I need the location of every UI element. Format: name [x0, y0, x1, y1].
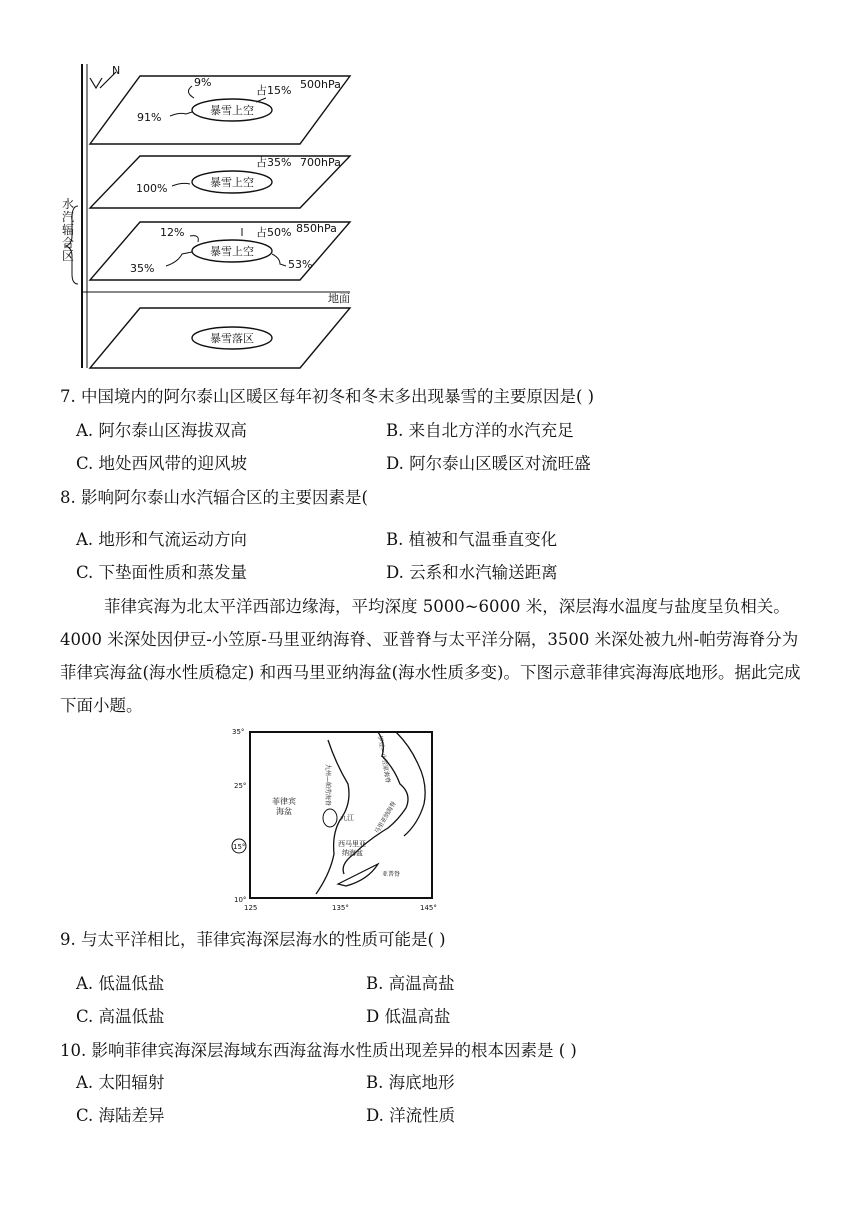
question-10-option-b[interactable]: B. 海底地形 — [366, 1073, 455, 1092]
question-9-option-d[interactable]: D 低温高盐 — [366, 1007, 451, 1026]
svg-text:145°: 145° — [420, 904, 437, 912]
question-7-option-c[interactable]: C. 地处西风带的迎风坡 — [76, 454, 248, 473]
svg-text:暴雪上空: 暴雪上空 — [210, 245, 254, 258]
svg-text:暴雪落区: 暴雪落区 — [210, 332, 254, 345]
svg-text:135°: 135° — [332, 904, 349, 912]
ground-label: 地面 — [328, 292, 350, 305]
label-yap: 亚普脊 — [382, 871, 401, 878]
svg-text:15°: 15° — [233, 843, 246, 851]
layer-500hpa — [90, 76, 350, 144]
label-philippine-basin: 菲律宾海盆 — [272, 797, 296, 816]
label-kyushu-palau: 九州—帕劳海脊 — [324, 764, 331, 807]
label-west-mariana: 西马里亚纳海盆 — [338, 840, 366, 857]
question-7-option-a[interactable]: A. 阿尔泰山区海拔双高 — [76, 421, 247, 440]
question-7-option-b[interactable]: B. 来自北方洋的水汽充足 — [386, 421, 574, 440]
svg-text:91%: 91% — [137, 111, 162, 124]
question-7-stem: 7. 中国境内的阿尔泰山区暖区每年初冬和冬末多出现暴雪的主要原因是( ) — [60, 387, 595, 406]
svg-text:35°: 35° — [232, 728, 245, 736]
svg-text:53%: 53% — [288, 258, 313, 271]
philippine-sea-map — [228, 724, 438, 912]
svg-text:占15%: 占15% — [256, 84, 292, 97]
question-8-option-d[interactable]: D. 云系和水汽输送距离 — [386, 563, 558, 582]
question-8-option-a[interactable]: A. 地形和气流运动方向 — [76, 530, 247, 549]
svg-text:700hPa: 700hPa — [300, 156, 341, 169]
passage-text: 菲律宾海为北太平洋西部边缘海，平均深度 5000~6000 米，深层海水温度与盐度呈负相关。4000 米深处因伊豆-小笠原-马里亚纳海脊、亚普脊与太平洋分隔，3500 米深处被九州-帕劳海脊分为菲律宾海盆(海水性质稳定) 和西马里亚纳海盆(海水性质多变)。下图示意菲律宾海海底地形。据此完成下面小题。 — [60, 597, 801, 715]
question-10-option-c[interactable]: C. 海陆差异 — [76, 1106, 165, 1125]
svg-text:25°: 25° — [234, 782, 247, 790]
layer1-center: 暴雪上空 — [210, 104, 254, 117]
layer-850hpa — [90, 222, 350, 280]
label-izu: 伊豆—小笠原海脊 — [376, 735, 392, 784]
svg-text:850hPa: 850hPa — [296, 222, 337, 235]
svg-text:35%: 35% — [130, 262, 155, 275]
svg-text:100%: 100% — [136, 182, 168, 195]
svg-text:占50%: 占50% — [256, 226, 292, 239]
question-8-option-b[interactable]: B. 植被和气温垂直变化 — [386, 530, 558, 549]
svg-text:9%: 9% — [194, 76, 212, 89]
svg-text:暴雪上空: 暴雪上空 — [210, 176, 254, 189]
side-label: 水汽辐合区 — [62, 197, 75, 263]
question-7-option-d[interactable]: D. 阿尔泰山区暖区对流旺盛 — [386, 454, 591, 473]
question-9-stem: 9. 与太平洋相比，菲律宾海深层海水的性质可能是( ) — [60, 930, 446, 949]
compass-north: N — [112, 64, 121, 77]
label-jiujiang: 九江 — [340, 814, 354, 822]
svg-text:125: 125 — [244, 904, 258, 912]
question-10-option-d[interactable]: D. 洋流性质 — [366, 1106, 456, 1125]
svg-text:12%: 12% — [160, 226, 185, 239]
question-8-option-c[interactable]: C. 下垫面性质和蒸发量 — [76, 563, 248, 582]
question-10-stem: 10. 影响菲律宾海深层海域东西海盆海水性质出现差异的根本因素是 ( ) — [60, 1041, 577, 1060]
question-10-option-a[interactable]: A. 太阳辐射 — [76, 1073, 165, 1092]
vapor-convergence-diagram — [60, 58, 360, 374]
layer-700hpa — [90, 155, 350, 208]
passage — [60, 590, 808, 722]
label-mariana-ridge: 马里亚纳海脊 — [373, 800, 398, 835]
svg-text:占35%: 占35% — [256, 156, 292, 169]
layer1-pressure: 500hPa — [300, 78, 341, 91]
question-8-stem: 8. 影响阿尔泰山水汽辐合区的主要因素是( — [60, 488, 368, 507]
svg-text:10°: 10° — [234, 896, 247, 904]
question-9-option-b[interactable]: B. 高温高盐 — [366, 974, 455, 993]
question-9-option-c[interactable]: C. 高温低盐 — [76, 1007, 165, 1026]
question-9-option-a[interactable]: A. 低温低盐 — [76, 974, 165, 993]
layer-ground — [90, 308, 350, 368]
